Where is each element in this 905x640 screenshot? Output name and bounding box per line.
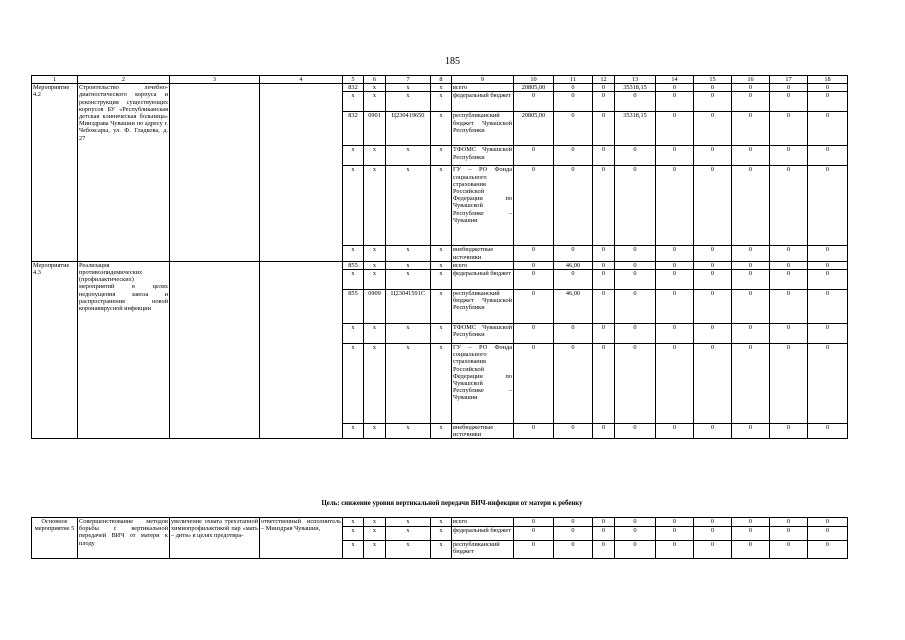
cell-c6: x: [364, 261, 386, 269]
cell-value: 0: [656, 246, 694, 261]
cell-value: 0: [593, 527, 615, 541]
cell-value: 0: [808, 344, 848, 424]
cell-value: 0: [656, 518, 694, 527]
cell-value: 0: [694, 518, 732, 527]
cell-value: 0: [808, 290, 848, 324]
cell-c5: x: [343, 527, 364, 541]
cell-value: 35318,15: [615, 112, 656, 146]
cell-value: 0: [808, 146, 848, 166]
cell-c5: x: [343, 344, 364, 424]
cell-value: 0: [514, 270, 554, 290]
cell-value: 0: [808, 92, 848, 112]
cell-c7: x: [386, 246, 431, 261]
cell-value: 0: [615, 518, 656, 527]
cell-c7: x: [386, 146, 431, 166]
cell-value: 0: [732, 541, 770, 559]
cell-value: 0: [514, 424, 554, 439]
cell-value: 0: [656, 270, 694, 290]
cell-value: 0: [593, 92, 615, 112]
cell-value: 0: [615, 261, 656, 269]
cell-value: 0: [694, 424, 732, 439]
column-number: 16: [732, 76, 770, 84]
cell-value: 0: [732, 146, 770, 166]
cell-value: 0: [615, 290, 656, 324]
cell-value: 0: [770, 424, 808, 439]
measure-name: Основное мероприятие 5: [32, 518, 78, 559]
cell-value: 0: [593, 324, 615, 344]
cell-c6: x: [364, 146, 386, 166]
cell-value: 0: [615, 424, 656, 439]
cell-c5: 832: [343, 112, 364, 146]
cell-value: 0: [514, 324, 554, 344]
cell-c7: x: [386, 527, 431, 541]
cell-value: 0: [770, 246, 808, 261]
cell-value: 0: [656, 290, 694, 324]
cell-value: 0: [694, 166, 732, 246]
cell-c6: 0901: [364, 112, 386, 146]
cell-c8: x: [431, 518, 452, 527]
cell-c6: x: [364, 270, 386, 290]
cell-value: 0: [808, 541, 848, 559]
cell-c8: x: [431, 84, 452, 92]
cell-value: 0: [656, 261, 694, 269]
cell-value: 0: [615, 270, 656, 290]
column-number: 10: [514, 76, 554, 84]
cell-value: 0: [593, 166, 615, 246]
cell-value: 0: [694, 290, 732, 324]
cell-value: 0: [554, 246, 593, 261]
cell-value: 35318,15: [615, 84, 656, 92]
cell-value: 0: [808, 324, 848, 344]
cell-value: 0: [593, 261, 615, 269]
cell-value: 0: [593, 270, 615, 290]
cell-funding-source: федеральный бюджет: [452, 527, 514, 541]
cell-value: 0: [593, 290, 615, 324]
cell-c6: x: [364, 541, 386, 559]
cell-value: 0: [656, 92, 694, 112]
cell-funding-source: ТФОМС Чувашской Республики: [452, 146, 514, 166]
cell-value: 0: [554, 92, 593, 112]
cell-value: 0: [694, 246, 732, 261]
cell-value: 0: [514, 541, 554, 559]
cell-value: 0: [770, 541, 808, 559]
cell-value: 0: [732, 324, 770, 344]
column-number: 12: [593, 76, 615, 84]
cell-value: 0: [694, 112, 732, 146]
cell-value: 0: [694, 324, 732, 344]
cell-value: 0: [554, 424, 593, 439]
cell-c7: Ц230419650: [386, 112, 431, 146]
cell-c8: x: [431, 112, 452, 146]
cell-funding-source: ГУ – РО Фонда социального страхования Российской Федерации по Чувашской Республике – Чувашии: [452, 344, 514, 424]
cell-value: 20805,00: [514, 84, 554, 92]
column-number: 17: [770, 76, 808, 84]
cell-c8: x: [431, 146, 452, 166]
cell-c5: x: [343, 541, 364, 559]
cell-value: 0: [808, 84, 848, 92]
cell-value: 0: [615, 92, 656, 112]
cell-value: 0: [808, 270, 848, 290]
cell-c7: x: [386, 270, 431, 290]
cell-c7: x: [386, 84, 431, 92]
measure-description: Строительство лечебно-диагностического корпуса и реконструкция существующих корпусов БУ «Республиканская детская клиническая больница» Минздрава Чувашии по адресу г. Чебоксары, ул. Ф. Гладкова, д. 27: [78, 84, 170, 262]
cell-value: 0: [615, 324, 656, 344]
cell-value: 0: [770, 84, 808, 92]
column-number: 6: [364, 76, 386, 84]
cell-value: 0: [656, 344, 694, 424]
cell-value: 0: [770, 324, 808, 344]
cell-value: 0: [808, 518, 848, 527]
cell-value: 0: [694, 541, 732, 559]
cell-c6: x: [364, 518, 386, 527]
responsible-executor: ответственный исполнитель – Минздрав Чувашии,: [260, 518, 343, 559]
column-number: 2: [78, 76, 170, 84]
cell-funding-source: федеральный бюджет: [452, 92, 514, 112]
cell-value: 0: [770, 112, 808, 146]
cell-c6: x: [364, 424, 386, 439]
cell-value: 0: [554, 541, 593, 559]
measure-description: Совершенствование методов борьбы с вертикальной передачей ВИЧ от матери к плоду: [78, 518, 170, 559]
cell-value: 0: [656, 84, 694, 92]
cell-value: 0: [514, 261, 554, 269]
cell-c7: x: [386, 92, 431, 112]
cell-value: 0: [656, 541, 694, 559]
cell-value: 0: [732, 92, 770, 112]
cell-c5: 832: [343, 84, 364, 92]
cell-value: 0: [732, 290, 770, 324]
cell-value: 0: [514, 246, 554, 261]
cell-funding-source: всего: [452, 261, 514, 269]
cell-value: 0: [694, 84, 732, 92]
cell-value: 0: [554, 84, 593, 92]
cell-c5: x: [343, 424, 364, 439]
cell-value: 0: [593, 424, 615, 439]
cell-value: 0: [770, 344, 808, 424]
cell-value: 0: [694, 146, 732, 166]
cell-value: 0: [770, 166, 808, 246]
cell-c8: x: [431, 290, 452, 324]
cell-value: 0: [732, 261, 770, 269]
cell-c5: 855: [343, 290, 364, 324]
column-number: 7: [386, 76, 431, 84]
cell-value: 0: [593, 541, 615, 559]
cell-funding-source: ГУ – РО Фонда социального страхования Российской Федерации по Чувашской Республике – Чувашии: [452, 166, 514, 246]
cell-value: 0: [694, 261, 732, 269]
cell-c6: x: [364, 84, 386, 92]
cell-c8: x: [431, 541, 452, 559]
cell-c7: x: [386, 541, 431, 559]
cell-funding-source: всего: [452, 518, 514, 527]
table-row: [32, 84, 848, 92]
cell-value: 0: [770, 518, 808, 527]
cell-value: 0: [514, 527, 554, 541]
cell-value: 0: [656, 324, 694, 344]
cell-value: 0: [554, 112, 593, 146]
cell-value: 46,00: [554, 261, 593, 269]
cell-funding-source: всего: [452, 84, 514, 92]
cell-value: 0: [593, 246, 615, 261]
responsible-executor: [260, 84, 343, 262]
column-number: 11: [554, 76, 593, 84]
cell-value: 0: [732, 84, 770, 92]
cell-value: 0: [732, 246, 770, 261]
cell-value: 0: [694, 527, 732, 541]
cell-value: 0: [593, 112, 615, 146]
cell-value: 0: [770, 92, 808, 112]
cell-c7: x: [386, 344, 431, 424]
column-number: 18: [808, 76, 848, 84]
cell-c8: x: [431, 424, 452, 439]
cell-value: 0: [656, 146, 694, 166]
cell-c7: x: [386, 424, 431, 439]
cell-value: 0: [514, 92, 554, 112]
page-number: 185: [445, 56, 460, 67]
cell-c7: x: [386, 261, 431, 269]
cell-value: 0: [554, 324, 593, 344]
cell-c8: x: [431, 261, 452, 269]
column-number: 8: [431, 76, 452, 84]
cell-value: 0: [808, 246, 848, 261]
cell-c6: x: [364, 246, 386, 261]
cell-c5: x: [343, 146, 364, 166]
cell-value: 0: [808, 527, 848, 541]
cell-c7: x: [386, 324, 431, 344]
cell-value: 0: [593, 518, 615, 527]
table-row: [32, 518, 848, 527]
cell-c8: x: [431, 270, 452, 290]
cell-value: 0: [808, 166, 848, 246]
budget-table: [31, 75, 848, 439]
measure-description: Реализация противоэпидемических (профилактических) мероприятий в целях недопущения завоза и распространения новой коронавирусной инфекции: [78, 261, 170, 439]
cell-value: 0: [732, 344, 770, 424]
column-number: 4: [260, 76, 343, 84]
measure-name: Мероприятие 4.2: [32, 84, 78, 262]
cell-value: 46,00: [554, 290, 593, 324]
cell-value: 0: [732, 112, 770, 146]
cell-value: 0: [694, 270, 732, 290]
cell-value: 0: [554, 518, 593, 527]
cell-value: 0: [808, 424, 848, 439]
cell-value: 0: [732, 166, 770, 246]
cell-funding-source: федеральный бюджет: [452, 270, 514, 290]
cell-value: 0: [514, 344, 554, 424]
cell-value: 0: [694, 92, 732, 112]
cell-value: 0: [514, 146, 554, 166]
cell-c5: 855: [343, 261, 364, 269]
cell-value: 0: [656, 166, 694, 246]
cell-value: 0: [770, 290, 808, 324]
target-indicator: увеличение охвата трехэтапной химиопрофилактикой пар «мать – дитя» в целях предотвра-: [170, 518, 260, 559]
cell-value: 0: [770, 527, 808, 541]
cell-value: 0: [593, 146, 615, 166]
cell-c8: x: [431, 92, 452, 112]
cell-value: 0: [615, 344, 656, 424]
cell-c5: x: [343, 246, 364, 261]
column-number: 5: [343, 76, 364, 84]
cell-c8: x: [431, 324, 452, 344]
column-number: 3: [170, 76, 260, 84]
cell-value: 0: [615, 146, 656, 166]
cell-value: 0: [514, 518, 554, 527]
column-number: 14: [656, 76, 694, 84]
cell-value: 0: [732, 270, 770, 290]
measure-name: Мероприятие 4.3: [32, 261, 78, 439]
cell-c6: x: [364, 92, 386, 112]
cell-funding-source: ТФОМС Чувашской Республики: [452, 324, 514, 344]
cell-value: 0: [656, 112, 694, 146]
column-number: 15: [694, 76, 732, 84]
cell-c6: x: [364, 527, 386, 541]
cell-value: 0: [732, 527, 770, 541]
goal-heading: Цель: снижение уровня вертикальной передачи ВИЧ-инфекции от матери к ребенку: [321, 500, 583, 507]
column-number: 13: [615, 76, 656, 84]
cell-value: 0: [615, 527, 656, 541]
cell-value: 0: [732, 518, 770, 527]
column-number: 9: [452, 76, 514, 84]
cell-value: 0: [808, 112, 848, 146]
cell-c6: x: [364, 166, 386, 246]
cell-value: 0: [615, 166, 656, 246]
cell-value: 0: [732, 424, 770, 439]
cell-c5: x: [343, 92, 364, 112]
cell-value: 0: [514, 166, 554, 246]
cell-c5: x: [343, 324, 364, 344]
cell-c8: x: [431, 344, 452, 424]
cell-value: 0: [615, 541, 656, 559]
cell-value: 0: [770, 270, 808, 290]
cell-c6: 0909: [364, 290, 386, 324]
cell-value: 0: [694, 344, 732, 424]
target-indicator: [170, 84, 260, 262]
cell-c8: x: [431, 166, 452, 246]
responsible-executor: [260, 261, 343, 439]
cell-c8: x: [431, 527, 452, 541]
cell-c5: x: [343, 518, 364, 527]
cell-value: 0: [770, 261, 808, 269]
table-row: [32, 261, 848, 269]
cell-funding-source: республиканский бюджет Чувашской Республики: [452, 112, 514, 146]
cell-value: 0: [593, 344, 615, 424]
cell-value: 0: [514, 290, 554, 324]
header-row: [32, 76, 848, 84]
cell-value: 0: [554, 344, 593, 424]
cell-c5: x: [343, 270, 364, 290]
cell-value: 0: [808, 261, 848, 269]
target-indicator: [170, 261, 260, 439]
cell-value: 0: [656, 527, 694, 541]
cell-value: 0: [770, 146, 808, 166]
cell-c7: x: [386, 518, 431, 527]
cell-funding-source: республиканский бюджет: [452, 541, 514, 559]
cell-value: 0: [593, 84, 615, 92]
cell-c7: Ц23041591С: [386, 290, 431, 324]
column-number: 1: [32, 76, 78, 84]
budget-table-continued: [31, 517, 848, 559]
cell-value: 0: [554, 527, 593, 541]
cell-funding-source: республиканский бюджет Чувашской Республики: [452, 290, 514, 324]
cell-funding-source: внебюджетные источники: [452, 246, 514, 261]
cell-c6: x: [364, 324, 386, 344]
cell-c6: x: [364, 344, 386, 424]
cell-c5: x: [343, 166, 364, 246]
cell-value: 0: [554, 146, 593, 166]
cell-value: 0: [554, 270, 593, 290]
cell-funding-source: внебюджетные источники: [452, 424, 514, 439]
cell-value: 0: [656, 424, 694, 439]
cell-value: 20805,00: [514, 112, 554, 146]
cell-value: 0: [554, 166, 593, 246]
cell-value: 0: [615, 246, 656, 261]
cell-c7: x: [386, 166, 431, 246]
cell-c8: x: [431, 246, 452, 261]
